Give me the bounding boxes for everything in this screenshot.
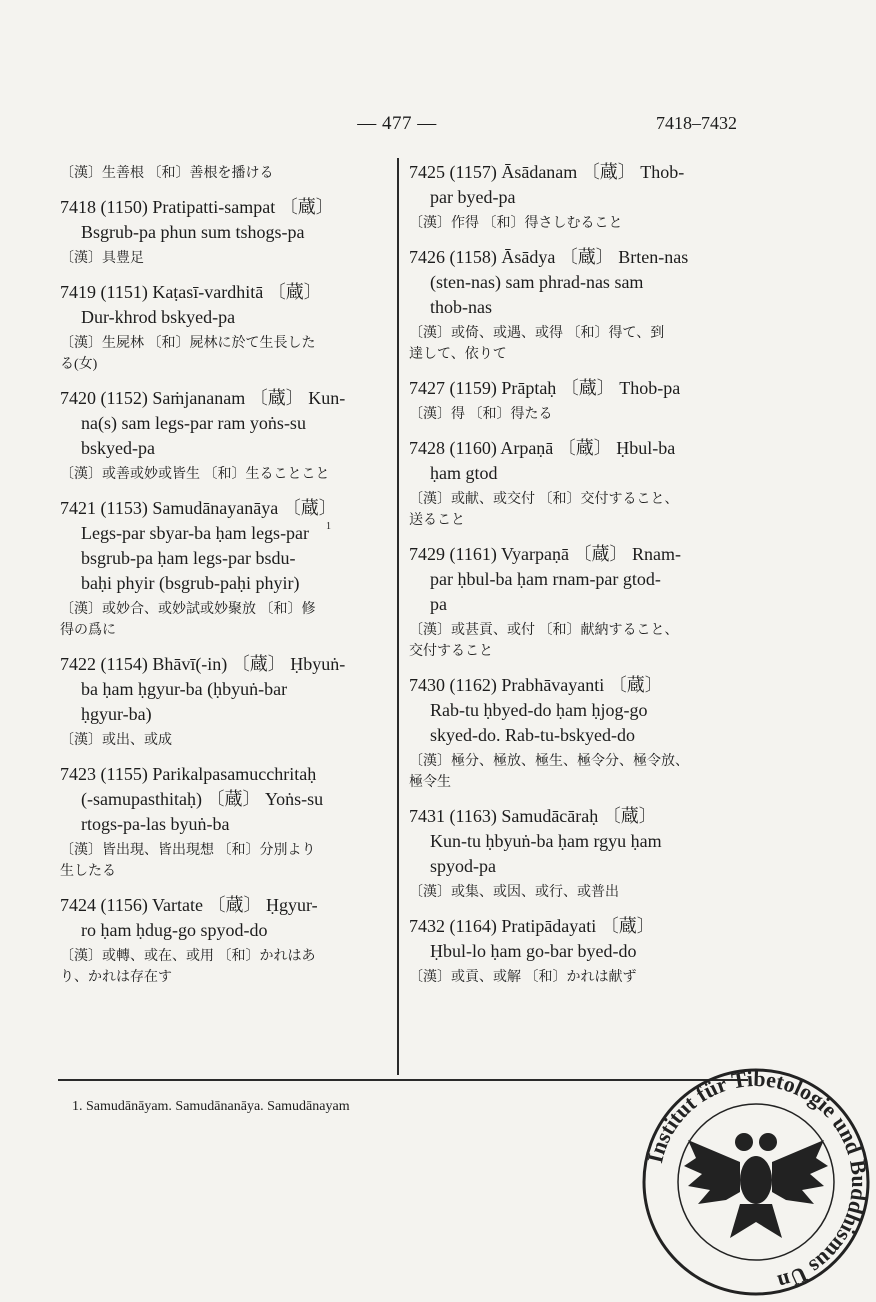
entry-tibetan-line: spyod-pa bbox=[430, 856, 496, 876]
gloss-line: 〔漢〕或集、或因、或行、或普出 bbox=[409, 885, 619, 900]
entry-gloss bbox=[409, 323, 739, 365]
gloss-line: 〔漢〕得 〔和〕得たる bbox=[409, 407, 553, 422]
entry-tibetan-line: Dur-khrod bskyed-pa bbox=[81, 307, 236, 327]
entry-tibetan-line: Bsgrub-pa phun sum tshogs-pa bbox=[81, 222, 305, 242]
entry-tibetan-line: baḥi phyir (bsgrub-paḥi phyir) bbox=[81, 573, 300, 593]
dictionary-entry bbox=[60, 195, 387, 269]
entry-tibetan-line: skyed-do. Rab-tu-bskyed-do bbox=[430, 725, 635, 745]
entry-tibetan-line: Rab-tu ḥbyed-do ḥam ḥjog-go bbox=[430, 700, 648, 720]
entry-headword: 7427 (1159) Prāptaḥ 〔蔵〕 Thob-pa bbox=[409, 378, 681, 398]
entry-headword: 7426 (1158) Āsādya 〔蔵〕 Brten-nas bbox=[409, 247, 689, 267]
entry-gloss bbox=[60, 599, 387, 641]
entry-tibetan-line: bskyed-pa bbox=[81, 438, 155, 458]
entry-tibetan-line: rtogs-pa-las byuṅ-ba bbox=[81, 814, 230, 834]
dictionary-entry bbox=[60, 280, 387, 375]
gloss-line: 〔漢〕作得 〔和〕得さしむること bbox=[409, 216, 623, 231]
gloss-line: 送ること bbox=[409, 513, 465, 528]
gloss-line: 〔漢〕或貢、或解 〔和〕かれは献ず bbox=[409, 970, 637, 985]
entry-tibetan-line: par byed-pa bbox=[430, 187, 516, 207]
entry-gloss bbox=[60, 333, 387, 375]
entry-headword: 7418 (1150) Pratipatti-sampat 〔蔵〕 bbox=[60, 197, 334, 217]
entry-tibetan-line: Kun-tu ḥbyuṅ-ba ḥam rgyu ḥam bbox=[430, 831, 662, 851]
entry-tibetan-line: ḥgyur-ba) bbox=[81, 704, 152, 724]
gloss-line: 交付すること bbox=[409, 644, 493, 659]
entry-tibetan-line: thob-nas bbox=[430, 297, 492, 317]
column-divider bbox=[397, 158, 399, 1075]
gloss-line: 〔漢〕或倚、或遇、或得 〔和〕得て、到 bbox=[409, 326, 665, 341]
entry-headword: 7419 (1151) Kaṭasī-vardhitā 〔蔵〕 bbox=[60, 282, 322, 302]
entry-headword: 7432 (1164) Pratipādayati 〔蔵〕 bbox=[409, 916, 655, 936]
library-stamp bbox=[636, 1062, 873, 1296]
gloss-line: 達して、依りて bbox=[409, 347, 507, 362]
entry-gloss bbox=[409, 751, 739, 793]
dictionary-entry bbox=[409, 376, 739, 425]
entry-gloss bbox=[60, 946, 387, 988]
entry-headword: 7420 (1152) Saṁjananam 〔蔵〕 Kun- bbox=[60, 388, 346, 408]
entry-gloss bbox=[409, 489, 739, 531]
entry-gloss bbox=[409, 404, 739, 425]
entry-headword: 7425 (1157) Āsādanam 〔蔵〕 Thob- bbox=[409, 162, 685, 182]
dictionary-entry bbox=[60, 893, 387, 988]
entry-gloss bbox=[409, 882, 739, 903]
gloss-line: 〔漢〕或甚貢、或付 〔和〕献納すること、 bbox=[409, 623, 679, 638]
entry-gloss bbox=[60, 248, 387, 269]
left-column bbox=[60, 160, 387, 999]
footnote-marker: 1 bbox=[326, 521, 331, 532]
right-column bbox=[409, 160, 739, 999]
gloss-line: 〔漢〕生善根 〔和〕善根を播ける bbox=[60, 166, 274, 181]
entry-tibetan-line: na(s) sam legs-par ram yoṅs-su bbox=[81, 413, 306, 433]
dictionary-entry bbox=[60, 762, 387, 882]
gloss-line: 〔漢〕生屍林 〔和〕屍林に於て生長した bbox=[60, 336, 316, 351]
gloss-line: 〔漢〕或轉、或在、或用 〔和〕かれはあ bbox=[60, 949, 316, 964]
svg-text:Institut für Tibetologie und B: Institut für Tibetologie und Buddhismus Un bbox=[642, 1065, 873, 1296]
gloss-line: 〔漢〕或妙合、或妙試或妙聚放 〔和〕修 bbox=[60, 602, 316, 617]
entry-headword: 7431 (1163) Samudācāraḥ 〔蔵〕 bbox=[409, 806, 657, 826]
entry-headword: 7429 (1161) Vyarpaṇā 〔蔵〕 Rnam- bbox=[409, 544, 681, 564]
dictionary-entry bbox=[409, 914, 739, 988]
entry-gloss bbox=[60, 464, 387, 485]
entry-tibetan-line: Legs-par sbyar-ba ḥam legs-par bbox=[81, 523, 310, 543]
entry-tibetan-line: Ḥbul-lo ḥam go-bar byed-do bbox=[430, 941, 637, 961]
dictionary-entry bbox=[60, 386, 387, 485]
gloss-line: 〔漢〕皆出現、皆出現想 〔和〕分別より bbox=[60, 843, 316, 858]
gloss-line: 〔漢〕或献、或交付 〔和〕交付すること、 bbox=[409, 492, 679, 507]
dictionary-entry bbox=[60, 652, 387, 751]
gloss-line: 生したる bbox=[60, 864, 116, 879]
entry-headword: 7428 (1160) Arpaṇā 〔蔵〕 Ḥbul-ba bbox=[409, 438, 676, 458]
gloss-line: 〔漢〕或出、或成 bbox=[60, 733, 172, 748]
entry-tibetan-line: par ḥbul-ba ḥam rnam-par gtod- bbox=[430, 569, 661, 589]
entry-tibetan-line: ro ḥam ḥdug-go spyod-do bbox=[81, 920, 268, 940]
gloss-line: 〔漢〕具豊足 bbox=[60, 251, 144, 266]
entry-headword: 7422 (1154) Bhāvī(-in) 〔蔵〕 Ḥbyuṅ- bbox=[60, 654, 346, 674]
entry-tibetan-line: ḥam gtod bbox=[430, 463, 498, 483]
entry-gloss bbox=[409, 213, 739, 234]
page-number: — 477 — bbox=[357, 113, 437, 134]
gloss-line: 〔漢〕極分、極放、極生、極令分、極令放、 bbox=[409, 754, 689, 769]
entry-tibetan-line: (sten-nas) sam phrad-nas sam bbox=[430, 272, 644, 292]
entry-gloss bbox=[60, 730, 387, 751]
entry-gloss bbox=[60, 163, 387, 184]
dictionary-entry bbox=[60, 496, 387, 641]
entry-headword: 7430 (1162) Prabhāvayanti 〔蔵〕 bbox=[409, 675, 663, 695]
gloss-line: る(女) bbox=[60, 357, 98, 372]
entry-tibetan-line: bsgrub-pa ḥam legs-par bsdu- bbox=[81, 548, 296, 568]
footnote: 1. Samudānāyam. Samudānanāya. Samudānayam bbox=[72, 1099, 350, 1114]
gloss-line: 極令生 bbox=[409, 775, 451, 790]
dictionary-entry bbox=[409, 542, 739, 662]
gloss-line: り、かれは存在す bbox=[60, 970, 172, 985]
entry-tibetan-line: ba ḥam ḥgyur-ba (ḥbyuṅ-bar bbox=[81, 679, 288, 699]
entry-range: 7418–7432 bbox=[656, 113, 737, 133]
entry-headword: 7423 (1155) Parikalpasamucchritaḥ bbox=[60, 764, 317, 784]
dictionary-entry bbox=[60, 163, 387, 184]
gloss-line: 得の爲に bbox=[60, 623, 116, 638]
entry-tibetan-line: (-samupasthitaḥ) 〔蔵〕 Yoṅs-su bbox=[81, 789, 324, 809]
gloss-line: 〔漢〕或善或妙或皆生 〔和〕生ることこと bbox=[60, 467, 330, 482]
entry-headword: 7424 (1156) Vartate 〔蔵〕 Ḥgyur- bbox=[60, 895, 318, 915]
entry-headword: 7421 (1153) Samudānayanāya 〔蔵〕 bbox=[60, 498, 337, 518]
entry-gloss bbox=[409, 967, 739, 988]
dictionary-entry bbox=[409, 436, 739, 531]
entry-tibetan-line: pa bbox=[430, 594, 447, 614]
dictionary-entry bbox=[409, 160, 739, 234]
dictionary-entry bbox=[409, 673, 739, 793]
dictionary-entry bbox=[409, 245, 739, 365]
stamp-seal-icon bbox=[636, 1062, 876, 1302]
entry-gloss bbox=[60, 840, 387, 882]
entry-gloss bbox=[409, 620, 739, 662]
dictionary-entry bbox=[409, 804, 739, 903]
